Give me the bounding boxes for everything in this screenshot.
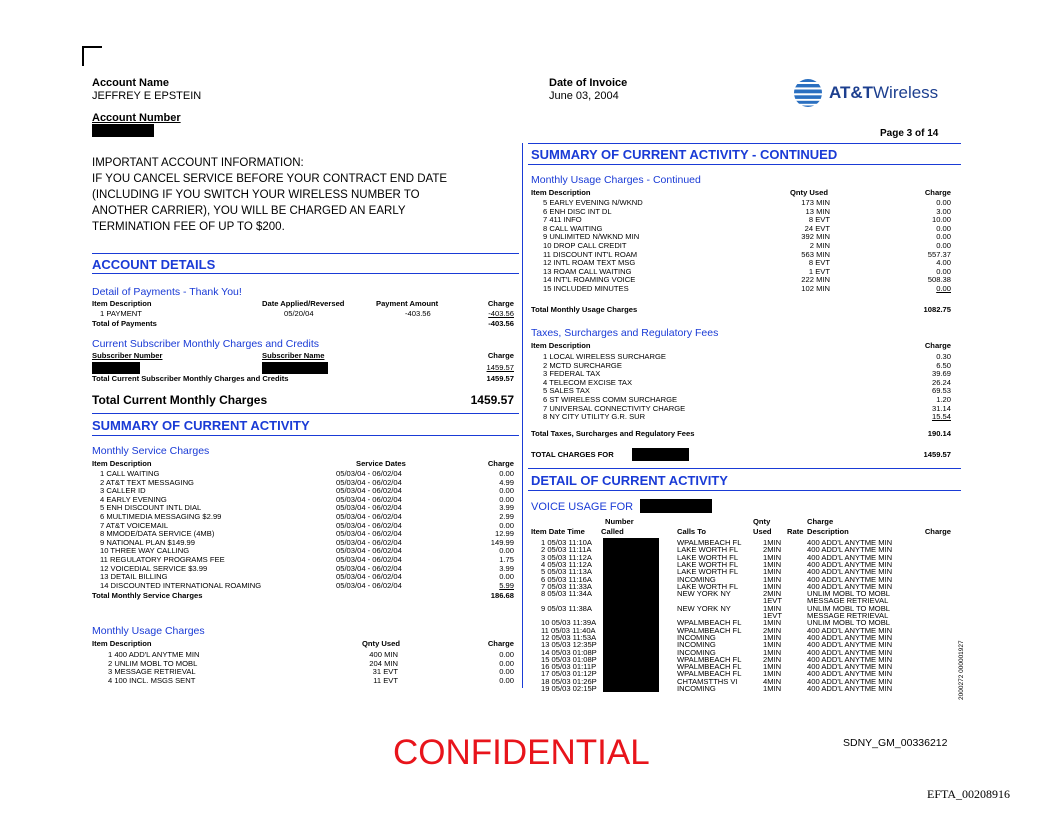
table-cell: 1MIN	[763, 632, 782, 642]
table-cell: 05/03/04 - 06/02/04	[336, 477, 402, 487]
table-cell: 1.20	[936, 395, 951, 404]
table-cell: 11 REGULATORY PROGRAMS FEE	[100, 555, 225, 564]
table-cell: 2 UNLIM MOBL TO MOBL	[108, 658, 198, 668]
detail-header: Item Date Time Called Calls To Used Rate Description Charge	[531, 527, 951, 536]
table-cell: 13 05/03 12:35P	[541, 640, 597, 650]
payments-header: Item Description Date Applied/Reversed Payment Amount Charge	[92, 299, 514, 308]
table-cell: 1MIN	[763, 647, 782, 657]
table-cell: 2MIN	[763, 589, 782, 599]
notice-line: IF YOU CANCEL SERVICE BEFORE YOUR CONTRACT END DATE	[92, 173, 448, 185]
table-cell: 05/03/04 - 06/02/04	[336, 503, 402, 513]
total-charges-for: TOTAL CHARGES FOR 1459.57	[531, 450, 951, 459]
table-cell: 5 SALES TAX	[543, 386, 590, 396]
service-charges-title: Monthly Service Charges	[92, 445, 210, 457]
table-cell: 1MIN	[763, 618, 782, 628]
important-notice	[92, 155, 522, 235]
usage-continued-rows	[531, 199, 951, 295]
redaction-block	[92, 362, 140, 374]
table-row	[92, 582, 514, 591]
table-cell: 05/03/04 - 06/02/04	[336, 563, 402, 573]
table-cell: WPALMBEACH FL	[677, 538, 742, 547]
table-cell: 6 ENH DISC INT DL	[543, 206, 612, 216]
table-cell: 400 ADD'L ANYTME MIN	[807, 581, 893, 591]
table-cell: UNLIM MOBL TO MOBL	[807, 618, 890, 628]
table-cell: 3 MESSAGE RETRIEVAL	[108, 667, 196, 677]
table-cell: 0.00	[936, 232, 951, 242]
table-cell: 14 05/03 01:08P	[541, 647, 597, 657]
voice-usage-title: VOICE USAGE FOR	[531, 501, 634, 513]
table-cell: 2 05/03 11:11A	[541, 545, 592, 555]
table-cell: 102 MIN	[801, 284, 830, 293]
table-cell: 0.00	[499, 469, 514, 478]
table-cell: 05/03/04 - 06/02/04	[336, 512, 402, 521]
table-cell: 12 05/03 11:53A	[541, 632, 597, 642]
table-cell: LAKE WORTH FL	[677, 581, 739, 591]
table-cell: 1MIN	[763, 552, 782, 562]
section-rule	[528, 490, 961, 491]
table-cell: 14 DISCOUNTED INTERNATIONAL ROAMING	[100, 580, 262, 590]
grand-total: Total Current Monthly Charges 1459.57	[92, 393, 514, 407]
service-rows	[92, 470, 514, 591]
table-cell: 05/03/04 - 06/02/04	[336, 555, 402, 564]
table-cell: 5 05/03 11:13A	[541, 567, 592, 577]
table-cell: 8 05/03 11:34A	[541, 589, 592, 599]
table-cell: 10.00	[931, 215, 951, 225]
table-cell: NEW YORK NY	[677, 603, 731, 613]
table-cell: 392 MIN	[801, 232, 830, 242]
table-cell: 0.00	[499, 546, 514, 556]
table-cell: MESSAGE RETRIEVAL	[807, 611, 889, 620]
table-row	[531, 413, 951, 422]
table-cell: 05/03/04 - 06/02/04	[336, 580, 402, 590]
table-cell: 508.38	[927, 275, 951, 285]
notice-line: IMPORTANT ACCOUNT INFORMATION:	[92, 157, 304, 169]
payment-row: 1 PAYMENT 05/20/04 -403.56 -403.56	[100, 309, 514, 318]
table-cell: 400 ADD'L ANYTME MIN	[807, 676, 893, 686]
table-cell: 2 AT&T TEXT MESSAGING	[100, 477, 194, 487]
table-cell: 1MIN	[763, 662, 782, 672]
tax-header: Item Description Charge	[531, 341, 951, 350]
table-cell: 31.14	[931, 403, 951, 413]
subscriber-total: Total Current Subscriber Monthly Charges and Credits 1459.57	[92, 374, 514, 383]
table-cell: 05/03/04 - 06/02/04	[336, 529, 402, 539]
table-row	[531, 379, 951, 388]
table-cell: 9 NATIONAL PLAN $149.99	[100, 537, 195, 547]
table-cell: LAKE WORTH FL	[677, 559, 739, 569]
table-cell: 400 MIN	[369, 650, 398, 659]
table-cell: 400 ADD'L ANYTME MIN	[807, 559, 893, 569]
table-cell: 13 ROAM CALL WAITING	[543, 266, 632, 276]
table-cell: 1 LOCAL WIRELESS SURCHARGE	[543, 352, 666, 361]
account-details-title: ACCOUNT DETAILS	[92, 257, 216, 272]
table-cell: 6 ST WIRELESS COMM SURCHARGE	[543, 395, 678, 404]
table-cell: 10 THREE WAY CALLING	[100, 546, 190, 556]
side-code: 2000272 000001927	[958, 640, 965, 700]
table-cell: 15 INCLUDED MINUTES	[543, 284, 629, 293]
account-number-label: Account Number	[92, 112, 181, 124]
table-cell: 69.53	[931, 386, 951, 396]
section-rule	[92, 273, 519, 274]
table-cell: 400 ADD'L ANYTME MIN	[807, 669, 893, 679]
redaction-block	[262, 362, 328, 374]
table-cell: 1MIN	[763, 538, 782, 547]
table-cell: 8 EVT	[808, 215, 830, 225]
table-cell: 4 05/03 11:12A	[541, 559, 592, 569]
table-cell: 0.00	[936, 284, 951, 293]
redaction-block	[632, 448, 689, 461]
corner-mark	[82, 46, 102, 66]
table-cell: 0.00	[936, 223, 951, 233]
table-cell: 12.99	[494, 529, 514, 539]
table-cell: INCOMING	[677, 684, 716, 693]
usage-continued-header: Item Description Qnty Used Charge	[531, 188, 951, 197]
efta-number: EFTA_00208916	[927, 787, 1011, 801]
table-cell: 204 MIN	[369, 658, 398, 668]
table-cell: 11 DISCOUNT INT'L ROAM	[543, 249, 638, 259]
table-cell: 2.99	[499, 512, 514, 521]
table-cell: WPALMBEACH FL	[677, 625, 742, 635]
table-cell: 24 EVT	[804, 223, 830, 233]
logo-text-wireless: Wireless	[873, 83, 939, 102]
summary-title: SUMMARY OF CURRENT ACTIVITY	[92, 418, 310, 433]
table-row	[531, 685, 951, 694]
table-cell: WPALMBEACH FL	[677, 669, 742, 679]
att-wireless-logo	[793, 78, 943, 108]
table-cell: LAKE WORTH FL	[677, 552, 739, 562]
usage-charges-title: Monthly Usage Charges	[92, 625, 205, 637]
table-cell: 1 400 ADD'L ANYTME MIN	[108, 650, 200, 659]
section-rule	[92, 435, 519, 436]
table-cell: 3 05/03 11:12A	[541, 552, 592, 562]
table-cell: 14 INT'L ROAMING VOICE	[543, 275, 636, 285]
table-cell: 05/03/04 - 06/02/04	[336, 537, 402, 547]
table-cell: 0.00	[499, 658, 514, 668]
table-cell: 1MIN	[763, 559, 782, 569]
table-cell: 3 FEDERAL TAX	[543, 369, 601, 379]
detail-header-top: Number Qnty Charge	[605, 517, 834, 526]
table-cell: 2MIN	[763, 654, 782, 664]
payments-total: Total of Payments -403.56	[92, 319, 514, 328]
table-cell: 400 ADD'L ANYTME MIN	[807, 662, 893, 672]
table-cell: 15 05/03 01:08P	[541, 654, 597, 664]
confidential-stamp: CONFIDENTIAL	[393, 733, 650, 772]
table-cell: 6 05/03 11:16A	[541, 574, 592, 584]
table-cell: 0.00	[499, 520, 514, 530]
table-cell: 1 05/03 11:10A	[541, 538, 592, 547]
table-cell: UNLIM MOBL TO MOBL	[807, 589, 890, 599]
table-cell: 3.99	[499, 503, 514, 513]
table-cell: WPALMBEACH FL	[677, 654, 742, 664]
table-cell: 4 EARLY EVENING	[100, 494, 167, 504]
bates-number: SDNY_GM_00336212	[843, 737, 948, 749]
table-cell: 1EVT	[763, 611, 782, 620]
table-cell: 1EVT	[763, 596, 782, 606]
table-cell: MESSAGE RETRIEVAL	[807, 596, 889, 606]
table-cell: NEW YORK NY	[677, 589, 731, 599]
table-cell: 8 CALL WAITING	[543, 223, 603, 233]
table-cell: 15.54	[931, 412, 951, 422]
table-cell: 1MIN	[763, 567, 782, 577]
table-cell: 557.37	[927, 249, 951, 259]
table-cell: 5.99	[499, 580, 514, 590]
notice-line: ANOTHER CARRIER), YOU WILL BE CHARGED AN EARLY	[92, 205, 406, 217]
table-cell: 400 ADD'L ANYTME MIN	[807, 567, 893, 577]
tax-rows	[531, 353, 951, 423]
table-cell: 400 ADD'L ANYTME MIN	[807, 640, 893, 650]
table-cell: 05/03/04 - 06/02/04	[336, 546, 402, 556]
table-cell: 10 DROP CALL CREDIT	[543, 241, 627, 250]
table-cell: 0.00	[499, 667, 514, 677]
table-cell: 2MIN	[763, 625, 782, 635]
table-cell: 0.00	[499, 650, 514, 659]
table-cell: 31 EVT	[372, 667, 398, 677]
table-cell: 16 05/03 01:11P	[541, 662, 597, 672]
table-cell: 05/03/04 - 06/02/04	[336, 486, 402, 496]
account-name: JEFFREY E EPSTEIN	[92, 90, 202, 102]
table-cell: INCOMING	[677, 574, 716, 584]
table-cell: 05/03/04 - 06/02/04	[336, 494, 402, 504]
table-cell: 0.00	[499, 675, 514, 685]
table-cell: 39.69	[931, 369, 951, 379]
redaction-block	[640, 499, 712, 513]
section-rule	[92, 253, 519, 254]
table-cell: 0.00	[936, 198, 951, 207]
table-cell: 4MIN	[763, 676, 782, 686]
table-cell: 0.00	[499, 494, 514, 504]
usage-continued-total: Total Monthly Usage Charges 1082.75	[531, 305, 951, 314]
table-cell: 2MIN	[763, 545, 782, 555]
table-cell: 149.99	[490, 537, 514, 547]
table-cell: 400 ADD'L ANYTME MIN	[807, 647, 893, 657]
table-cell: 7 UNIVERSAL CONNECTIVITY CHARGE	[543, 403, 686, 413]
table-cell: 2 MCTD SURCHARGE	[543, 360, 622, 370]
table-cell: 9 UNLIMITED N/WKND MIN	[543, 232, 640, 242]
subscriber-charges-title: Current Subscriber Monthly Charges and Credits	[92, 338, 320, 350]
table-cell: 1MIN	[763, 603, 782, 613]
detail-rows	[531, 539, 951, 694]
table-row	[92, 479, 514, 488]
globe-icon	[793, 78, 823, 108]
table-cell: 17 05/03 01:12P	[541, 669, 597, 679]
notice-line: TERMINATION FEE OF UP TO $200.	[92, 221, 285, 233]
table-cell: 5 EARLY EVENING N/WKND	[543, 198, 643, 207]
invoice-date: June 03, 2004	[549, 90, 619, 102]
table-cell: 1MIN	[763, 669, 782, 679]
usage-rows	[92, 651, 514, 687]
table-cell: 9 05/03 11:38A	[541, 603, 592, 613]
table-cell: 4.99	[499, 477, 514, 487]
section-rule	[92, 413, 519, 414]
table-cell: 400 ADD'L ANYTME MIN	[807, 632, 893, 642]
table-cell: 8 MMODE/DATA SERVICE (4MB)	[100, 529, 215, 539]
redaction-block	[92, 124, 154, 137]
table-cell: 6 MULTIMEDIA MESSAGING $2.99	[100, 512, 222, 521]
section-rule	[528, 143, 961, 144]
table-cell: 400 ADD'L ANYTME MIN	[807, 654, 893, 664]
section-rule	[528, 468, 961, 469]
table-cell: 222 MIN	[801, 275, 830, 285]
table-cell: 7 411 INFO	[543, 215, 582, 225]
table-row	[531, 208, 951, 217]
table-cell: 13 DETAIL BILLING	[100, 572, 168, 582]
table-cell: 8 NY CITY UTILITY G.R. SUR	[543, 412, 646, 422]
subscriber-charge: 1459.57	[486, 363, 514, 372]
table-cell: 0.30	[936, 352, 951, 361]
table-cell: 4.00	[936, 258, 951, 268]
table-cell: 4 100 INCL. MSGS SENT	[108, 675, 196, 685]
table-cell: 13 MIN	[805, 206, 830, 216]
detail-title: DETAIL OF CURRENT ACTIVITY	[531, 473, 728, 488]
table-cell: 05/03/04 - 06/02/04	[336, 520, 402, 530]
table-cell: 6.50	[936, 360, 951, 370]
usage-header: Item Description Qnty Used Charge	[92, 639, 514, 648]
table-cell: 8 EVT	[808, 258, 830, 268]
table-cell: 400 ADD'L ANYTME MIN	[807, 538, 893, 547]
table-cell: 0.00	[499, 572, 514, 582]
table-cell: 173 MIN	[801, 198, 830, 207]
table-cell: INCOMING	[677, 647, 716, 657]
subscriber-header: Subscriber Number Subscriber Name Charge	[92, 351, 514, 360]
usage-continued-title: Monthly Usage Charges - Continued	[531, 174, 701, 186]
table-cell: 1MIN	[763, 684, 782, 693]
table-cell: 2 MIN	[809, 241, 830, 250]
table-cell: 05/03/04 - 06/02/04	[336, 469, 402, 478]
table-cell: 7 AT&T VOICEMAIL	[100, 520, 169, 530]
tax-title: Taxes, Surcharges and Regulatory Fees	[531, 327, 719, 339]
notice-line: (INCLUDING IF YOU SWITCH YOUR WIRELESS NUMBER TO	[92, 189, 420, 201]
table-cell: 3.00	[936, 206, 951, 216]
invoice-date-label: Date of Invoice	[549, 77, 628, 89]
table-cell: 1MIN	[763, 574, 782, 584]
table-cell: 26.24	[931, 377, 951, 387]
service-header: Item Description Service Dates Charge	[92, 459, 514, 468]
summary-continued-title: SUMMARY OF CURRENT ACTIVITY - CONTINUED	[531, 147, 838, 162]
table-cell: LAKE WORTH FL	[677, 545, 739, 555]
service-total: Total Monthly Service Charges 186.68	[92, 591, 514, 600]
section-rule	[528, 164, 961, 165]
table-cell: 400 ADD'L ANYTME MIN	[807, 684, 893, 693]
table-cell: 11 05/03 11:40A	[541, 625, 596, 635]
table-cell: 10 05/03 11:39A	[541, 618, 597, 628]
account-name-label: Account Name	[92, 77, 170, 89]
table-cell: 1 EVT	[808, 266, 830, 276]
page-number: Page 3 of 14	[880, 128, 939, 139]
table-cell: 3.99	[499, 563, 514, 573]
table-cell: LAKE WORTH FL	[677, 567, 739, 577]
table-cell: 05/03/04 - 06/02/04	[336, 572, 402, 582]
table-cell: INCOMING	[677, 632, 716, 642]
table-row	[92, 677, 514, 686]
table-cell: 400 ADD'L ANYTME MIN	[807, 545, 893, 555]
table-cell: 19 05/03 02:15P	[541, 684, 597, 693]
table-cell: UNLIM MOBL TO MOBL	[807, 603, 890, 613]
table-cell: 12 INTL ROAM TEXT MSG	[543, 258, 636, 268]
table-cell: 1MIN	[763, 581, 782, 591]
table-cell: 400 ADD'L ANYTME MIN	[807, 552, 893, 562]
table-cell: 563 MIN	[801, 249, 830, 259]
table-cell: 0.00	[936, 241, 951, 250]
table-cell: WPALMBEACH FL	[677, 618, 742, 628]
table-cell: CHTAMSTTHS VI	[677, 676, 738, 686]
table-cell: 12 VOICEDIAL SERVICE $3.99	[100, 563, 208, 573]
table-cell: 0.00	[936, 266, 951, 276]
table-cell: 1.75	[499, 555, 514, 564]
tax-total: Total Taxes, Surcharges and Regulatory Fees 190.14	[531, 429, 951, 438]
table-cell: 1MIN	[763, 640, 782, 650]
table-cell: INCOMING	[677, 640, 716, 650]
table-cell: 400 ADD'L ANYTME MIN	[807, 574, 893, 584]
table-cell: 11 EVT	[373, 675, 398, 685]
table-cell: 5 ENH DISCOUNT INTL DIAL	[100, 503, 202, 513]
column-divider	[522, 143, 523, 688]
table-cell: 1 CALL WAITING	[100, 469, 160, 478]
table-cell: 7 05/03 11:33A	[541, 581, 592, 591]
table-cell: 18 05/03 01:26P	[541, 676, 597, 686]
table-cell: WPALMBEACH FL	[677, 662, 742, 672]
payments-title: Detail of Payments - Thank You!	[92, 286, 242, 298]
table-cell: 0.00	[499, 486, 514, 496]
logo-text-att: AT&T	[829, 83, 874, 102]
table-cell: 3 CALLER ID	[100, 486, 146, 496]
table-row	[531, 285, 951, 294]
table-cell: 4 TELECOM EXCISE TAX	[543, 377, 633, 387]
table-cell: 400 ADD'L ANYTME MIN	[807, 625, 893, 635]
